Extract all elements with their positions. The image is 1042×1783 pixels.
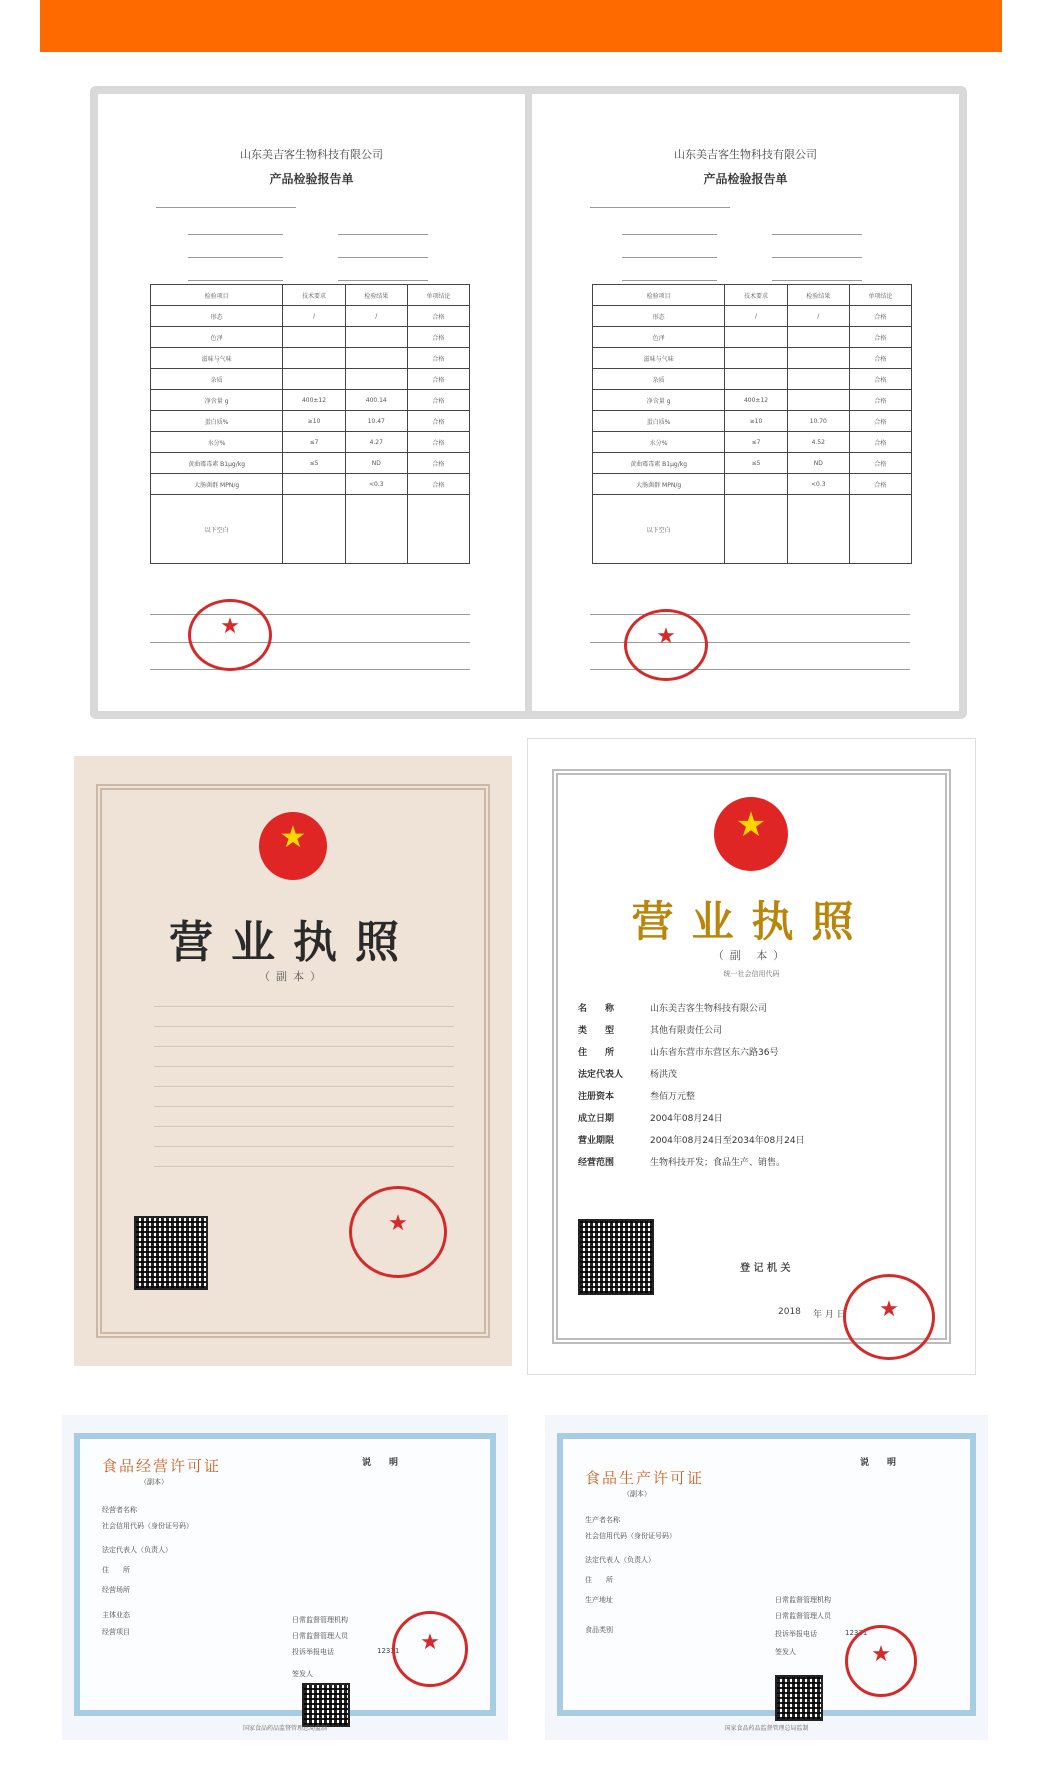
credit-code-label: 统一社会信用代码 [723, 970, 780, 978]
red-seal [349, 1186, 447, 1278]
field-type: 类 型 其他有限责任公司 [578, 1026, 723, 1036]
table-row: 以下空白 [151, 495, 470, 564]
star-icon: ★ [879, 1297, 899, 1322]
table-row: 色泽 合格 [593, 327, 912, 348]
table-row: 黄曲霉毒素 B1μg/kg ≤5 ND 合格 [593, 453, 912, 474]
table-row: 大肠菌群 MPN/g <0.3 合格 [593, 474, 912, 495]
table-row: 水分% ≤7 4.27 合格 [151, 432, 470, 453]
field-established: 成立日期 2004年08月24日 [578, 1114, 723, 1124]
star-icon: ★ [656, 624, 676, 649]
inspection-report-1 [98, 94, 525, 711]
table-row: 杂质 合格 [593, 369, 912, 390]
license-title: 营业执照 [631, 897, 872, 946]
star-icon: ★ [871, 1642, 891, 1667]
permit-title: 食品生产许可证 [585, 1469, 705, 1487]
qr-code [578, 1219, 654, 1295]
note-title: 说 明 [860, 1458, 897, 1468]
permit-subtitle: （副本） [623, 1490, 651, 1498]
inspection-reports-panel [90, 86, 967, 719]
report-table [150, 284, 470, 564]
report-title: 产品检验报告单 [269, 172, 354, 186]
red-seal [843, 1274, 935, 1360]
table-row: 滋味与气味 合格 [151, 348, 470, 369]
national-emblem [714, 797, 788, 871]
top-banner [40, 0, 1002, 52]
report-company: 山东美吉客生物科技有限公司 [240, 148, 383, 161]
table-header-row: 检验项目 技术要求 检验结果 单项结论 [151, 285, 470, 306]
license-subtitle: （副本） [259, 970, 327, 983]
permit-footer: 国家食品药品监督管理总局监制 [724, 1725, 809, 1732]
star-icon: ★ [735, 805, 767, 845]
field-name: 名 称 山东美吉客生物科技有限公司 [578, 1004, 768, 1014]
issue-year: 2018 [778, 1307, 801, 1317]
food-production-permit: 食品生产许可证 （副本） 说 明 生产者名称 社会信用代码（身份证号码） 法定代表人（负责人） 住 所 生产地址 食品类别 日常监督管理机构 日常监督管理人员 投诉举报电话 12331 签发人 ★ 国家食品药品监督管理总局监制 [545, 1415, 988, 1740]
table-row: 黄曲霉毒素 B1μg/kg ≤5 ND 合格 [151, 453, 470, 474]
table-row: 以下空白 [593, 495, 912, 564]
national-emblem [259, 812, 327, 880]
star-icon: ★ [220, 614, 240, 639]
table-row: 大肠菌群 MPN/g <0.3 合格 [151, 474, 470, 495]
note-title: 说 明 [362, 1458, 399, 1468]
license-subtitle: （副 本） [712, 949, 791, 962]
business-license-right [527, 738, 976, 1375]
table-row: 蛋白质% ≥10 10.70 合格 [593, 411, 912, 432]
report-title: 产品检验报告单 [703, 172, 788, 186]
issue-date-suffix: 年 月 日 [813, 1310, 846, 1320]
table-row: 净含量 g 400±12 400.14 合格 [151, 390, 470, 411]
table-row: 形态 / / 合格 [151, 306, 470, 327]
food-business-permit: 食品经营许可证 （副本） 说 明 经营者名称 社会信用代码（身份证号码） 法定代表人（负责人） 住 所 经营场所 主体业态 经营项目 日常监督管理机构 日常监督管理人员 投诉举报电话 12331 签发人 ★ 国家食品药品监督管理总局监制 [62, 1415, 508, 1740]
red-seal [188, 599, 272, 671]
table-row: 形态 / / 合格 [593, 306, 912, 327]
red-seal [624, 609, 708, 681]
registration-authority: 登 记 机 关 [740, 1263, 791, 1274]
red-seal [392, 1611, 468, 1687]
field-scope: 经营范围 生物科技开发；食品生产、销售。 [578, 1158, 786, 1168]
inspection-report-2 [532, 94, 959, 711]
table-header-row: 检验项目 技术要求 检验结果 单项结论 [593, 285, 912, 306]
star-icon: ★ [420, 1630, 440, 1655]
table-row: 色泽 合格 [151, 327, 470, 348]
table-row: 水分% ≤7 4.52 合格 [593, 432, 912, 453]
table-row: 净含量 g 400±12 合格 [593, 390, 912, 411]
field-address: 住 所 山东省东营市东营区东六路36号 [578, 1048, 779, 1058]
field-legal-rep: 法定代表人 杨洪茂 [578, 1070, 678, 1080]
field-capital: 注册资本 叁佰万元整 [578, 1092, 696, 1102]
license-title: 营业执照 [169, 917, 417, 968]
business-license-left [74, 756, 512, 1366]
star-icon: ★ [279, 820, 307, 855]
table-row: 滋味与气味 合格 [593, 348, 912, 369]
table-row: 蛋白质% ≥10 10.47 合格 [151, 411, 470, 432]
field-term: 营业期限 2004年08月24日至2034年08月24日 [578, 1136, 805, 1146]
table-row: 杂质 合格 [151, 369, 470, 390]
permit-title: 食品经营许可证 [102, 1457, 222, 1475]
report-table [592, 284, 912, 564]
permit-subtitle: （副本） [140, 1478, 168, 1486]
red-seal [845, 1625, 917, 1697]
qr-code [302, 1683, 350, 1727]
report-company: 山东美吉客生物科技有限公司 [674, 148, 817, 161]
qr-code [134, 1216, 208, 1290]
permit-footer: 国家食品药品监督管理总局监制 [242, 1725, 327, 1732]
star-icon: ★ [388, 1211, 408, 1236]
qr-code [775, 1675, 823, 1721]
